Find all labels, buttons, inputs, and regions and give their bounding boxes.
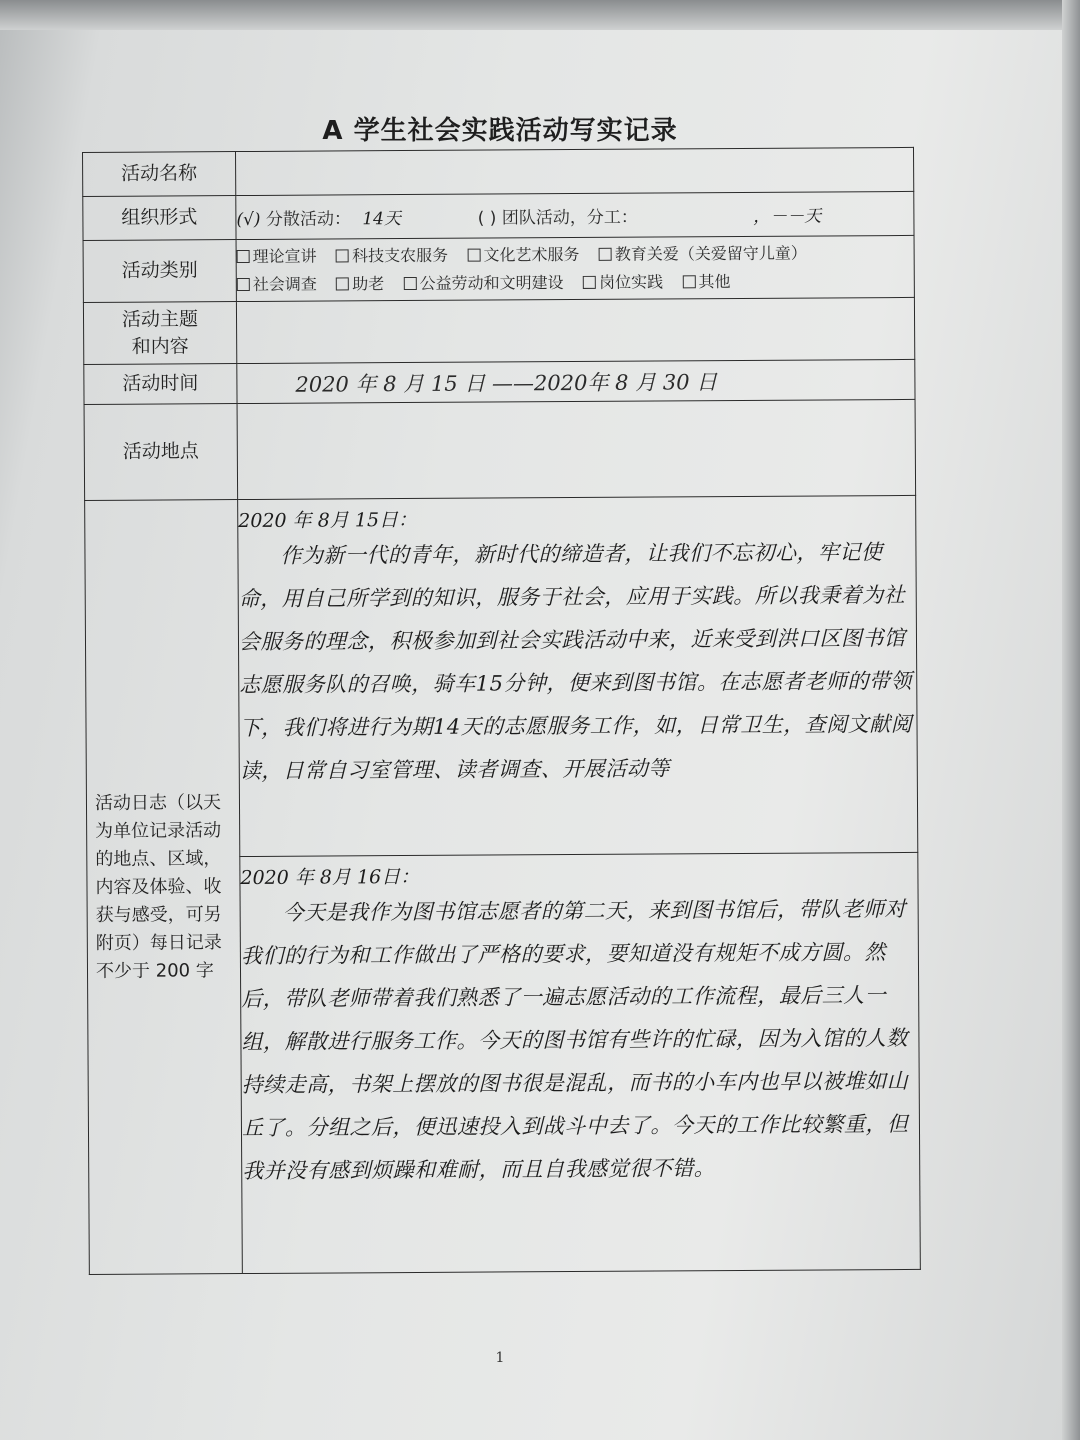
- page-title: A 学生社会实践活动写实记录: [322, 116, 678, 146]
- label-theme-line-2: 和内容: [131, 334, 189, 358]
- activity-name-field: [236, 147, 914, 195]
- label-theme: [83, 302, 236, 365]
- log-entry-1: [238, 495, 918, 856]
- label-place: 活动地点: [84, 404, 238, 501]
- photo-top-edge: [0, 0, 1080, 30]
- log-date: 2020 年 8月 16日：: [240, 865, 420, 890]
- option-other: [682, 272, 730, 291]
- activity-time: 2020 年 8 月 15 日 ——2020年 8 月 30 日: [237, 359, 915, 403]
- checkbox-icon: [237, 249, 250, 262]
- team-mark: ( ): [477, 208, 497, 229]
- checkbox-icon: [599, 247, 612, 260]
- option-label: 教育关爱（关爱留守儿童）: [614, 243, 807, 264]
- log-date: 2020 年 8月 15日：: [238, 508, 418, 533]
- log-text: 作为新一代的青年，新时代的缔造者，让我们不忘初心，牢记使命，用自己所学到的知识，服务于社会，应用于实践。所以我秉着为社会服务的理念，积极参加到社会实践活动中来，近来受到洪口区图书馆志愿服务队的召唤，骑车15分钟，便来到图书馆。在志愿者老师的带领下，我们将进行为期14天的志愿服务工作，如，日常卫生，查阅文献阅读，日常自习室管理、读者调查、开展活动等: [238, 540, 913, 784]
- option-elderly: [336, 274, 384, 293]
- row-category: [83, 235, 914, 302]
- row-theme: [83, 297, 914, 364]
- option-theory: [237, 246, 317, 265]
- label-log: 活动日志（以天为单位记录活动的地点、区域，内容及体验、收获与感受，可另附页）每日记录不少于 200 字: [85, 500, 243, 1275]
- log-text: 今天是我作为图书馆志愿者的第二天，来到图书馆后，带队老师对我们的行为和工作做出了严格的要求，要知道没有规矩不成方圆。然后，带队老师带着我们熟悉了一遍志愿活动的工作流程，最后三人一组，解散进行服务工作。今天的图书馆有些许的忙碌，因为入馆的人数持续走高，书架上摆放的图书很是混乱，而书的小车内也早以被堆如山丘了。分组之后，便迅速投入到战斗中去了。今天的工作比较繁重，但我并没有感到烦躁和难耐，而且自我感觉很不错。: [240, 896, 909, 1184]
- theme-field: [236, 297, 914, 363]
- scattered-checkmark: (√): [236, 209, 261, 231]
- option-public-labor: [404, 273, 564, 293]
- option-art: [467, 244, 579, 264]
- option-label: 其他: [698, 271, 731, 291]
- row-time: [84, 359, 915, 404]
- category-field: [236, 235, 914, 301]
- option-tech: [336, 245, 448, 265]
- row-activity-name: [83, 147, 914, 196]
- option-label: 社会调查: [252, 274, 317, 294]
- scattered-days: 14天: [362, 209, 402, 230]
- place-field: [237, 399, 916, 499]
- label-activity-name: 活动名称: [83, 152, 236, 197]
- option-label: 岗位实践: [599, 271, 664, 292]
- category-line-1: [237, 238, 914, 270]
- option-job: [583, 272, 663, 291]
- checkbox-icon: [583, 275, 596, 288]
- option-education: [599, 243, 807, 263]
- option-label: 助老: [352, 273, 385, 293]
- record-form: [82, 147, 921, 1275]
- page-number: 1: [495, 1350, 505, 1366]
- option-label: 理论宣讲: [252, 246, 317, 266]
- scattered-label: 分散活动：: [265, 209, 351, 230]
- label-org-form: 组织形式: [83, 196, 236, 241]
- option-survey: [237, 274, 317, 293]
- team-days: ，－－天: [753, 206, 822, 227]
- category-line-2: [237, 266, 914, 298]
- checkbox-icon: [404, 276, 417, 289]
- log-entry-2: [240, 852, 921, 1273]
- row-log: [85, 495, 918, 857]
- checkbox-icon: [237, 277, 250, 290]
- label-time: 活动时间: [84, 364, 237, 405]
- photo-right-edge: [1062, 0, 1080, 1440]
- label-theme-line-1: 活动主题: [121, 307, 199, 331]
- option-label: 文化艺术服务: [483, 244, 580, 265]
- option-label: 公益劳动和文明建设: [419, 272, 564, 293]
- row-org-form: [83, 191, 914, 240]
- option-label: 科技支农服务: [352, 245, 449, 265]
- checkbox-icon: [682, 275, 695, 288]
- checkbox-icon: [336, 277, 349, 290]
- team-label: 团队活动，分工：: [501, 207, 638, 229]
- org-form-field: [236, 191, 914, 239]
- row-place: [84, 399, 916, 500]
- checkbox-icon: [467, 248, 480, 261]
- label-category: 活动类别: [83, 240, 236, 303]
- checkbox-icon: [336, 249, 349, 262]
